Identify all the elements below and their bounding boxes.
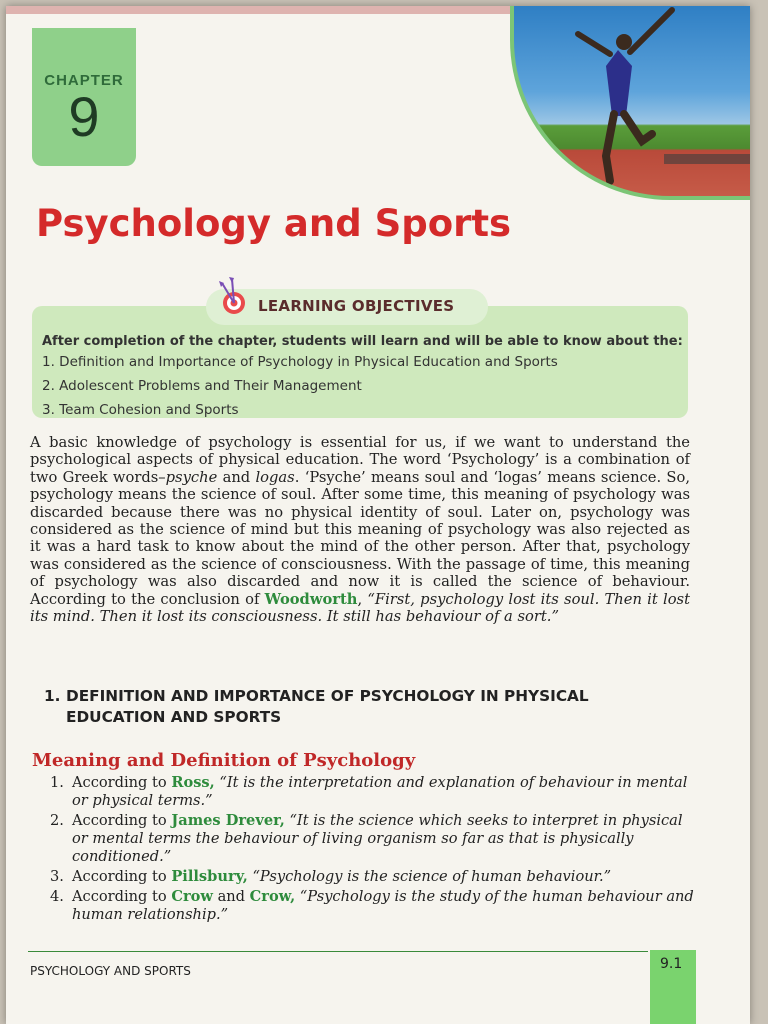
definition-quote: “It is the science which seeks to interpret in physical or mental terms the behaviour of living organism so far as that is physically conditioned.” [72,812,683,865]
sub-heading: Meaning and Definition of Psychology [32,750,416,771]
page-number-tab [650,950,696,1024]
definition-item [36,868,696,886]
para-text: A basic knowledge of psychology is essential for us, if we want to understand the psychological aspects of physical education. The word ‘Psychology’ is a combination of two Greek words– [30,434,690,486]
para-text: and [217,468,256,486]
section-heading [44,686,684,728]
footer-divider [28,951,648,952]
author-name: Ross, [171,774,215,791]
chapter-label: CHAPTER [44,72,124,89]
author-name: Crow, [249,888,296,905]
section-title: DEFINITION AND IMPORTANCE OF PSYCHOLOGY IN PHYSICAL EDUCATION AND SPORTS [66,687,589,726]
term-psyche: psyche [165,468,218,486]
definition-quote: “Psychology is the study of the human behaviour and human relationship.” [72,888,694,923]
learning-objectives-title: LEARNING OBJECTIVES [258,297,455,315]
definition-connector: and [212,888,250,905]
author-name: Crow [171,888,213,905]
definition-item [36,888,696,924]
chapter-number: 9 [68,85,100,148]
definition-number: 3. [50,868,64,885]
definition-number: 4. [50,888,64,905]
definition-number: 1. [50,774,64,791]
term-logas: logas [255,468,295,486]
chapter-title: Psychology and Sports [36,202,512,245]
objective-item: 2. Adolescent Problems and Their Management [42,378,362,394]
target-darts-icon [210,275,254,319]
textbook-page [6,6,750,1024]
definition-quote: “Psychology is the science of human behaviour.” [247,868,612,885]
author-name: Pillsbury, [171,868,248,885]
para-text: . ‘Psyche’ means soul and ‘logas’ means science. So, psychology means the science of soul. After some time, this meaning of psychology was discarded because there was no physical identity of soul. Later on, psychology was considered as the science of mind but this meaning of psychology was also rejected as it was a hard task to know about the mind of the other person. After that, psychology was considered as the science of consciousness. With the passage of time, this meaning of psychology was also discarded and now it is called the science of behaviour. According to the conclusion of [30,468,690,608]
objectives-intro: After completion of the chapter, students will learn and will be able to know about the: [42,334,683,349]
definitions-list [36,774,696,926]
definition-item [36,812,696,866]
definition-prefix: According to [72,888,172,905]
definition-item [36,774,696,810]
intro-paragraph [30,434,690,625]
definition-prefix: According to [72,774,172,791]
athlete-photo [510,6,750,200]
athlete-illustration [514,6,750,196]
chapter-tab [32,28,136,166]
para-text: , [357,590,368,608]
objective-item: 3. Team Cohesion and Sports [42,402,239,418]
definition-number: 2. [50,812,64,829]
section-number: 1. [44,687,61,705]
running-footer: PSYCHOLOGY AND SPORTS [30,964,191,978]
page-number: 9.1 [660,956,683,972]
learning-objectives-header [206,289,488,325]
author-name: James Drever, [171,812,285,829]
definition-prefix: According to [72,812,172,829]
woodworth-quote: “First, psychology lost its soul. Then it lost its mind. Then it lost its consciousness. It still has behaviour of a sort.” [30,590,690,626]
definition-prefix: According to [72,868,172,885]
objective-item: 1. Definition and Importance of Psychology in Physical Education and Sports [42,354,558,370]
definition-quote: “It is the interpretation and explanation of behaviour in mental or physical terms.” [72,774,688,809]
author-woodworth: Woodworth [264,590,358,608]
